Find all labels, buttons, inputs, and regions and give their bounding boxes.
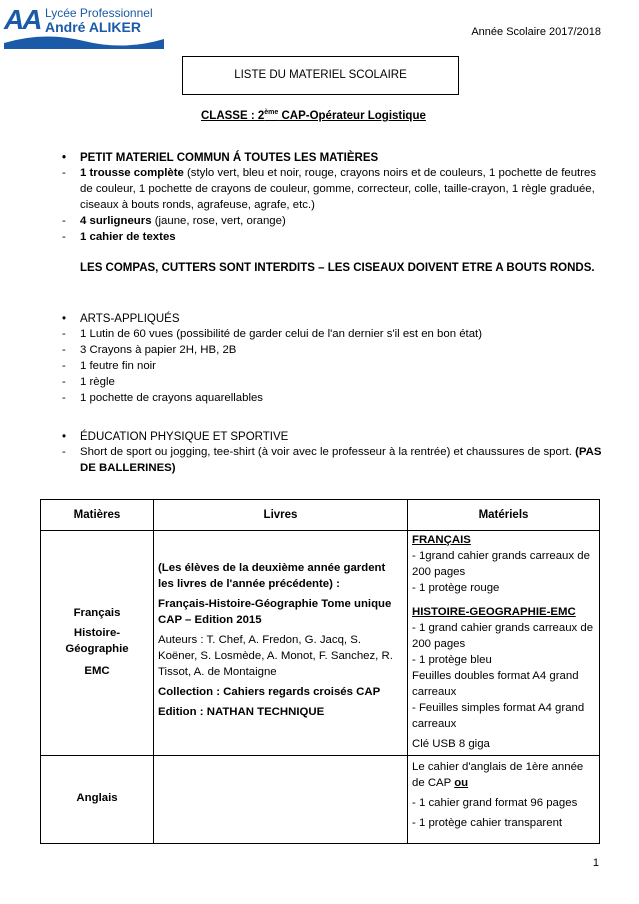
subject-cell: Français Histoire- Géographie EMC (41, 531, 154, 756)
page-title: LISTE DU MATERIEL SCOLAIRE (182, 56, 459, 95)
school-year: Année Scolaire 2017/2018 (471, 26, 601, 38)
list-item: - 4 surligneurs (jaune, rose, vert, orange) (62, 215, 286, 227)
table-row (41, 531, 600, 756)
books-cell (154, 755, 408, 843)
warning-text: LES COMPAS, CUTTERS SONT INTERDITS – LES CISEAUX DOIVENT ETRE A BOUTS RONDS. (80, 261, 595, 274)
class-label: CLASSE : 2ème CAP-Opérateur Logistique (201, 109, 426, 122)
school-logo (4, 3, 174, 49)
logo-line1: Lycée Professionnel (45, 6, 153, 20)
list-item: - 1 trousse complète (stylo vert, bleu et noir, rouge, crayons noirs et de couleurs, 1 pochette de feutres de couleur, 1 pochette de crayons de couleur, gomme, correcteur, colle, taille-crayon, 1 règle graduée, ciseaux à bouts ronds, agrafeuse, agrafe, etc.) (62, 167, 597, 212)
materials-cell: Le cahier d'anglais de 1ère année de CAP ou - 1 cahier grand format 96 pages - 1 protège cahier transparent (408, 755, 600, 843)
materials-table (40, 499, 600, 844)
list-item: - 1 Lutin de 60 vues (possibilité de garder celui de l'an dernier s'il est en bon état) (62, 328, 482, 341)
column-header: Matières (41, 500, 154, 531)
list-item: - 1 règle (62, 376, 115, 388)
column-header: Matériels (408, 500, 600, 531)
materials-cell: FRANÇAIS - 1grand cahier grands carreaux de 200 pages - 1 protège rouge HISTOIRE-GEOGRAPHIE-EMC - 1 grand cahier grands carreaux de 200 pages - 1 protège bleu Feuilles doubles format A4 grand carreaux - Feuilles simples format A4 grand carreaux Clé USB 8 giga (408, 531, 600, 756)
section-eps (62, 429, 602, 477)
table-row (41, 755, 600, 843)
list-item: - 1 pochette de crayons aquarellables (62, 391, 264, 404)
table-header-row (41, 500, 600, 531)
section-arts-appliques (62, 311, 602, 407)
page-number: 1 (592, 857, 599, 869)
list-item: - 3 Crayons à papier 2H, HB, 2B (62, 344, 237, 357)
list-item: - 1 feutre fin noir (62, 360, 156, 373)
logo-initials: AA (4, 4, 41, 35)
section-petit-materiel (62, 150, 602, 276)
logo-wave-icon (4, 33, 164, 49)
column-header: Livres (154, 500, 408, 531)
logo-line2: André ALIKER (45, 19, 141, 35)
subject-cell: Anglais (41, 755, 154, 843)
section-heading: • ÉDUCATION PHYSIQUE ET SPORTIVE (62, 431, 289, 443)
list-item: - 1 cahier de textes (62, 230, 176, 243)
section-heading: • ARTS-APPLIQUÉS (62, 313, 180, 325)
section-heading: • PETIT MATERIEL COMMUN Á TOUTES LES MATIÈRES (62, 152, 379, 164)
books-cell: (Les élèves de la deuxième année gardent les livres de l'année précédente) : Français-Histoire-Géographie Tome unique CAP – Edition 2015 Auteurs : T. Chef, A. Fredon, G. Jacq, S. Koëner, S. Losmède, A. Monot, F. Sanchez, R. Tissot, A. de Montaigne Collection : Cahiers regards croisés CAP Edition : NATHAN TECHNIQUE (154, 531, 408, 756)
list-item: - Short de sport ou jogging, tee-shirt (à voir avec le professeur à la rentrée) et chaussures de sport. (PAS DE BALLERINES) (62, 446, 602, 475)
